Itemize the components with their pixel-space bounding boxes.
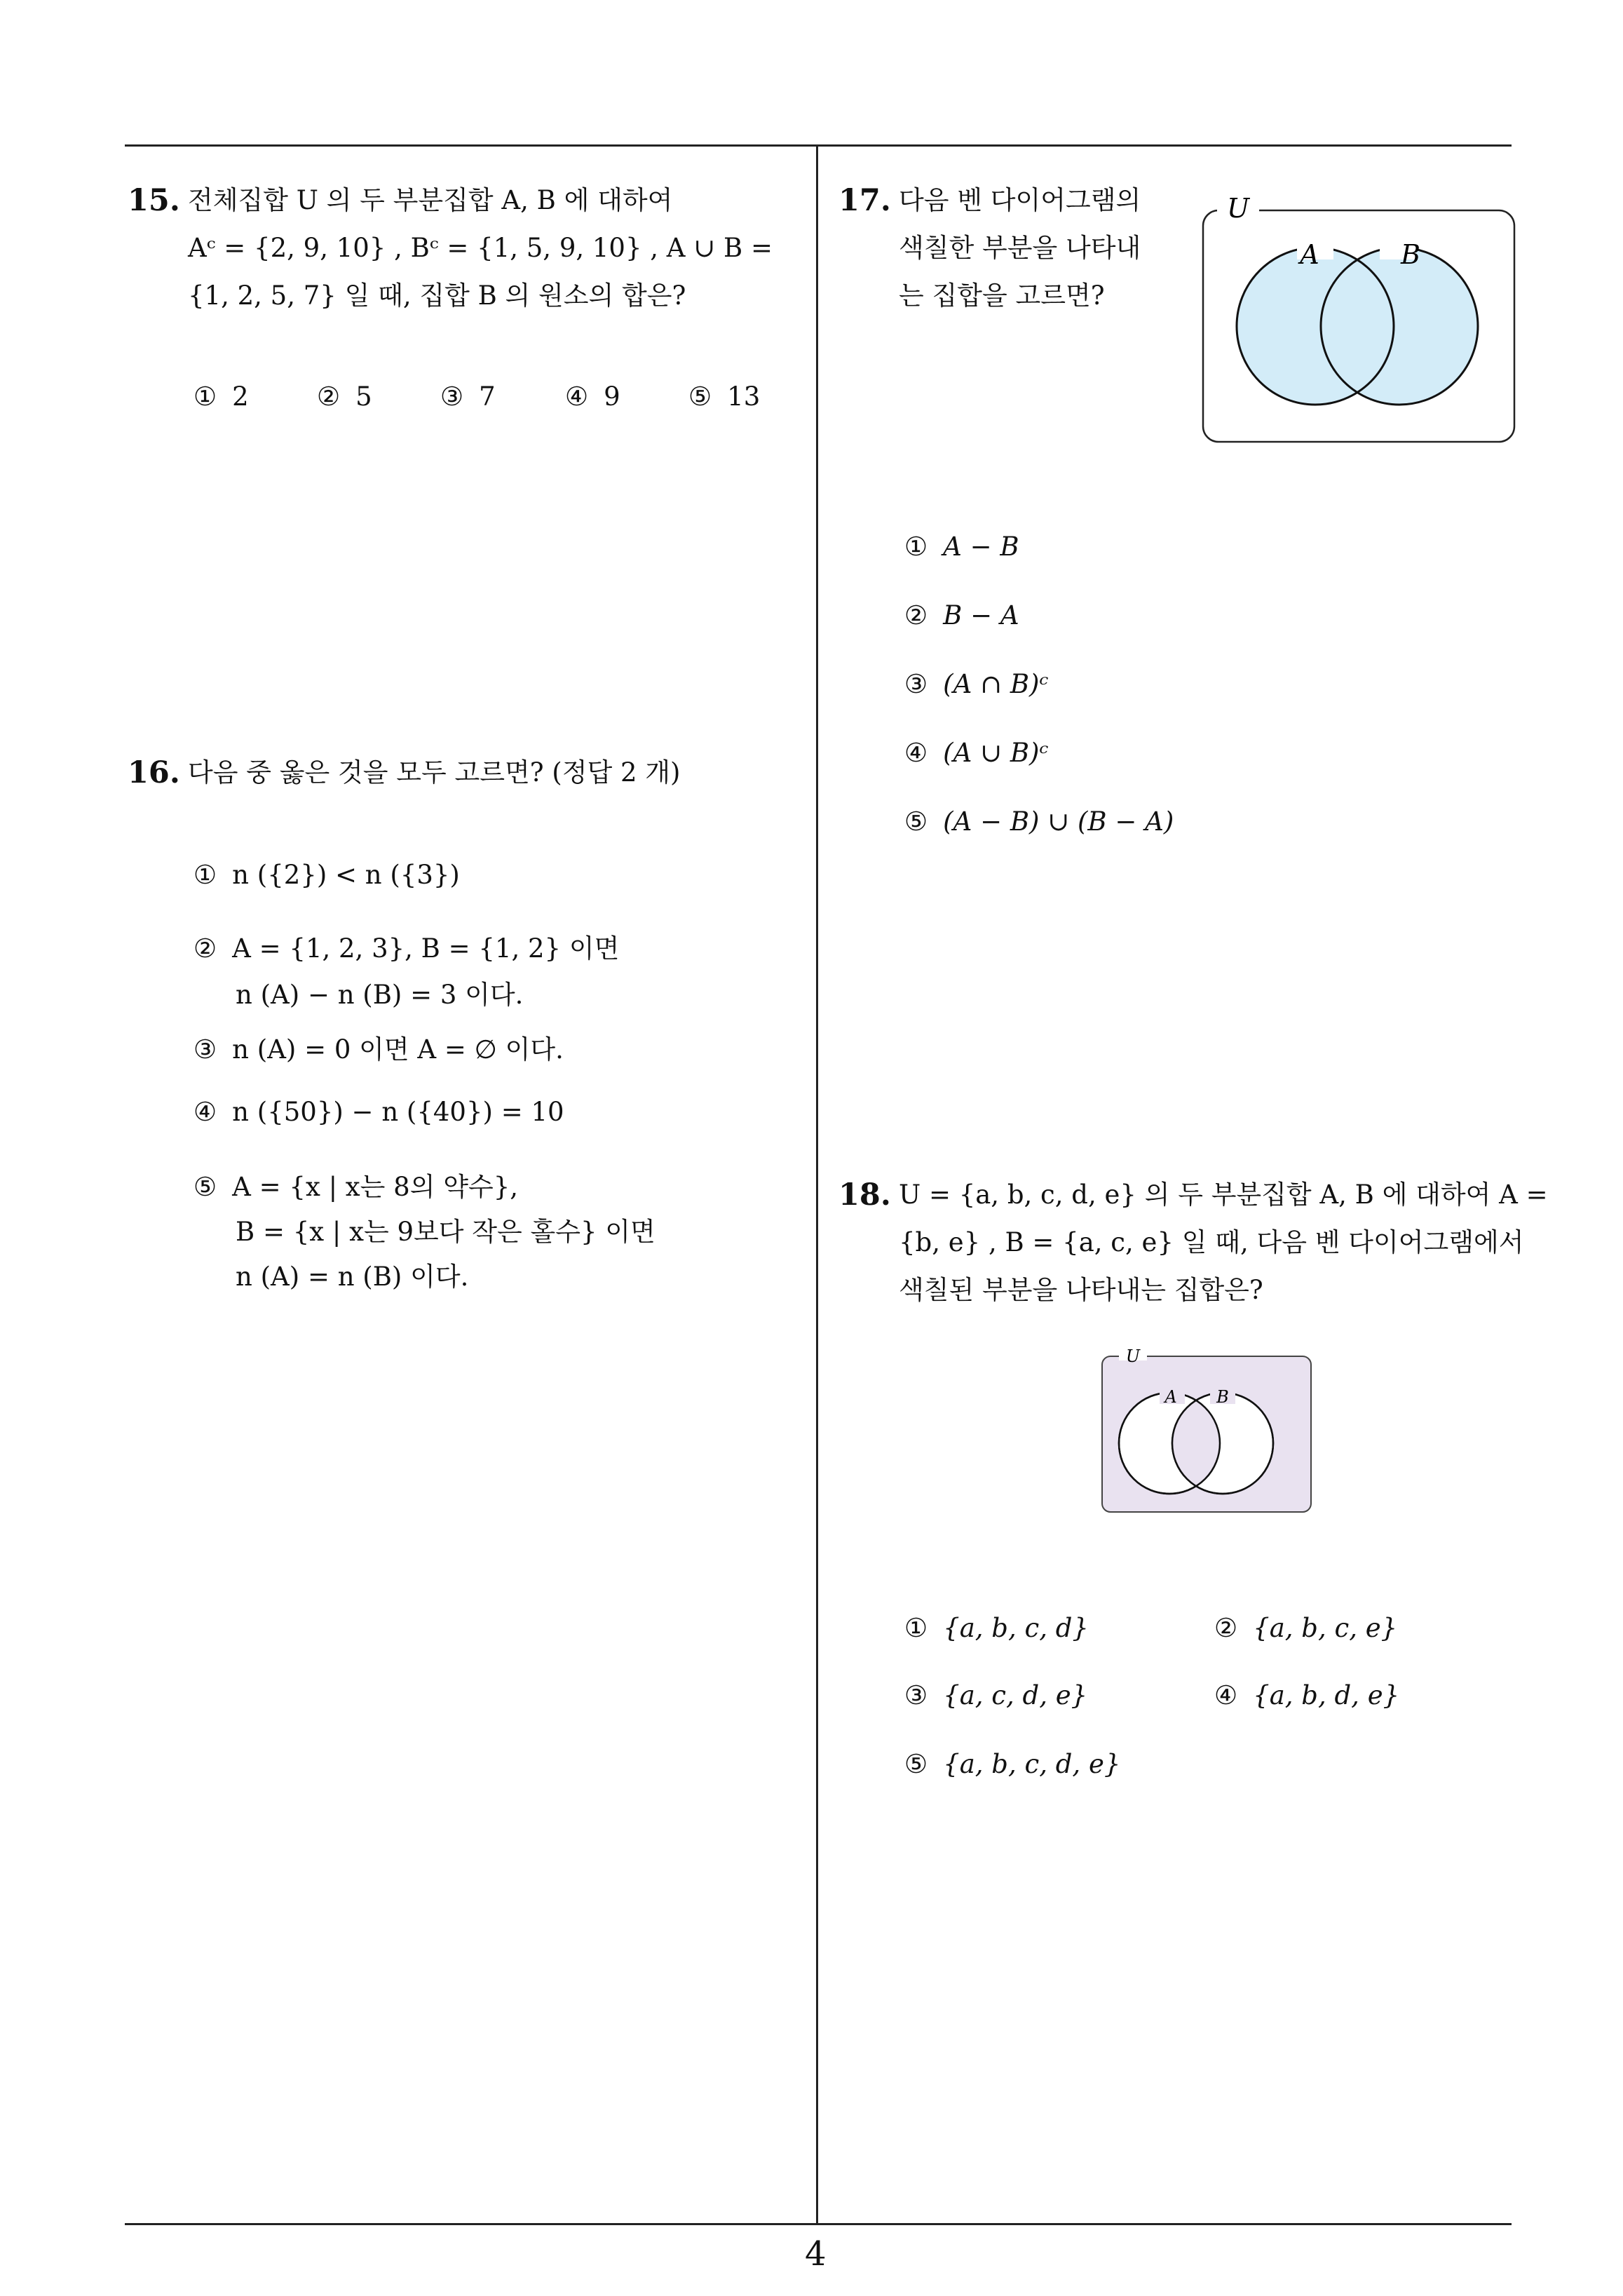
q17-venn-diagram — [1199, 189, 1521, 449]
q17-choice-2[interactable]: ② B − A — [904, 600, 1019, 630]
question-16-number: 16. — [128, 755, 180, 790]
q16-choice-2[interactable]: ② A = {1, 2, 3}, B = {1, 2} 이면 — [193, 933, 620, 964]
q15-choice-2[interactable]: ② 5 — [317, 381, 372, 412]
question-17-line-2: 색칠한 부분을 나타내 — [899, 233, 1141, 263]
q16-choice-4[interactable]: ④ n ({50}) − n ({40}) = 10 — [193, 1097, 564, 1127]
q18-venn-diagram — [1098, 1339, 1319, 1515]
q15-choice-5[interactable]: ⑤ 13 — [688, 381, 761, 412]
question-15-line-2: Aᶜ = {2, 9, 10} , Bᶜ = {1, 5, 9, 10} , A ∪ B = — [188, 233, 773, 263]
question-15-number: 15. — [128, 183, 180, 218]
q18-set-a-label: A — [1164, 1387, 1177, 1407]
top-rule — [125, 144, 1512, 147]
q18-choice-2[interactable]: ② {a, b, c, e} — [1214, 1613, 1398, 1643]
q15-choice-4[interactable]: ④ 9 — [565, 381, 620, 412]
q18-choice-4[interactable]: ④ {a, b, d, e} — [1214, 1680, 1400, 1710]
q18-choice-3[interactable]: ③ {a, c, d, e} — [904, 1680, 1088, 1710]
q18-choice-5[interactable]: ⑤ {a, b, c, d, e} — [904, 1749, 1121, 1779]
q18-choice-1[interactable]: ① {a, b, c, d} — [904, 1613, 1089, 1643]
q16-choice-5-line-3: n (A) = n (B) 이다. — [236, 1262, 469, 1292]
q17-set-b-label: B — [1401, 239, 1420, 270]
bottom-rule — [125, 2223, 1512, 2225]
q16-choice-3[interactable]: ③ n (A) = 0 이면 A = ∅ 이다. — [193, 1034, 564, 1065]
page-number: 4 — [805, 2234, 827, 2274]
q16-choice-1[interactable]: ① n ({2}) < n ({3}) — [193, 860, 460, 890]
question-18-line-3: 색칠된 부분을 나타내는 집합은? — [899, 1275, 1263, 1305]
question-18-line-2: {b, e} , B = {a, c, e} 일 때, 다음 벤 다이어그램에서 — [899, 1227, 1524, 1257]
question-18-line-1: U = {a, b, c, d, e} 의 두 부분집합 A, B 에 대하여 A = — [899, 1180, 1548, 1210]
q17-choice-3[interactable]: ③ (A ∩ B)ᶜ — [904, 669, 1049, 699]
q15-choice-3[interactable]: ③ 7 — [440, 381, 496, 412]
q16-choice-5[interactable]: ⑤ A = {x | x는 8의 약수}, — [193, 1172, 519, 1202]
q17-choice-1[interactable]: ① A − B — [904, 532, 1019, 562]
q17-choice-5[interactable]: ⑤ (A − B) ∪ (B − A) — [904, 806, 1174, 837]
question-17-line-3: 는 집합을 고르면? — [899, 281, 1105, 311]
q17-set-a-label: A — [1300, 239, 1319, 270]
q17-universe-label: U — [1226, 193, 1250, 224]
column-divider — [816, 144, 818, 2224]
q18-set-b-label: B — [1216, 1387, 1229, 1407]
question-18-number: 18. — [838, 1177, 891, 1213]
question-15-line-3: {1, 2, 5, 7} 일 때, 집합 B 의 원소의 합은? — [188, 281, 686, 311]
q17-choice-4[interactable]: ④ (A ∪ B)ᶜ — [904, 738, 1049, 768]
q16-choice-2-line-2: n (A) − n (B) = 3 이다. — [236, 980, 524, 1010]
question-17-line-1: 다음 벤 다이어그램의 — [899, 185, 1141, 215]
question-17-number: 17. — [838, 183, 891, 218]
q16-choice-5-line-2: B = {x | x는 9보다 작은 홀수} 이면 — [236, 1217, 656, 1247]
q18-universe-label: U — [1125, 1346, 1141, 1366]
question-16-stem: 다음 중 옳은 것을 모두 고르면? (정답 2 개) — [188, 757, 681, 788]
q15-choice-1[interactable]: ① 2 — [193, 381, 249, 412]
question-15-line-1: 전체집합 U 의 두 부분집합 A, B 에 대하여 — [188, 185, 673, 215]
